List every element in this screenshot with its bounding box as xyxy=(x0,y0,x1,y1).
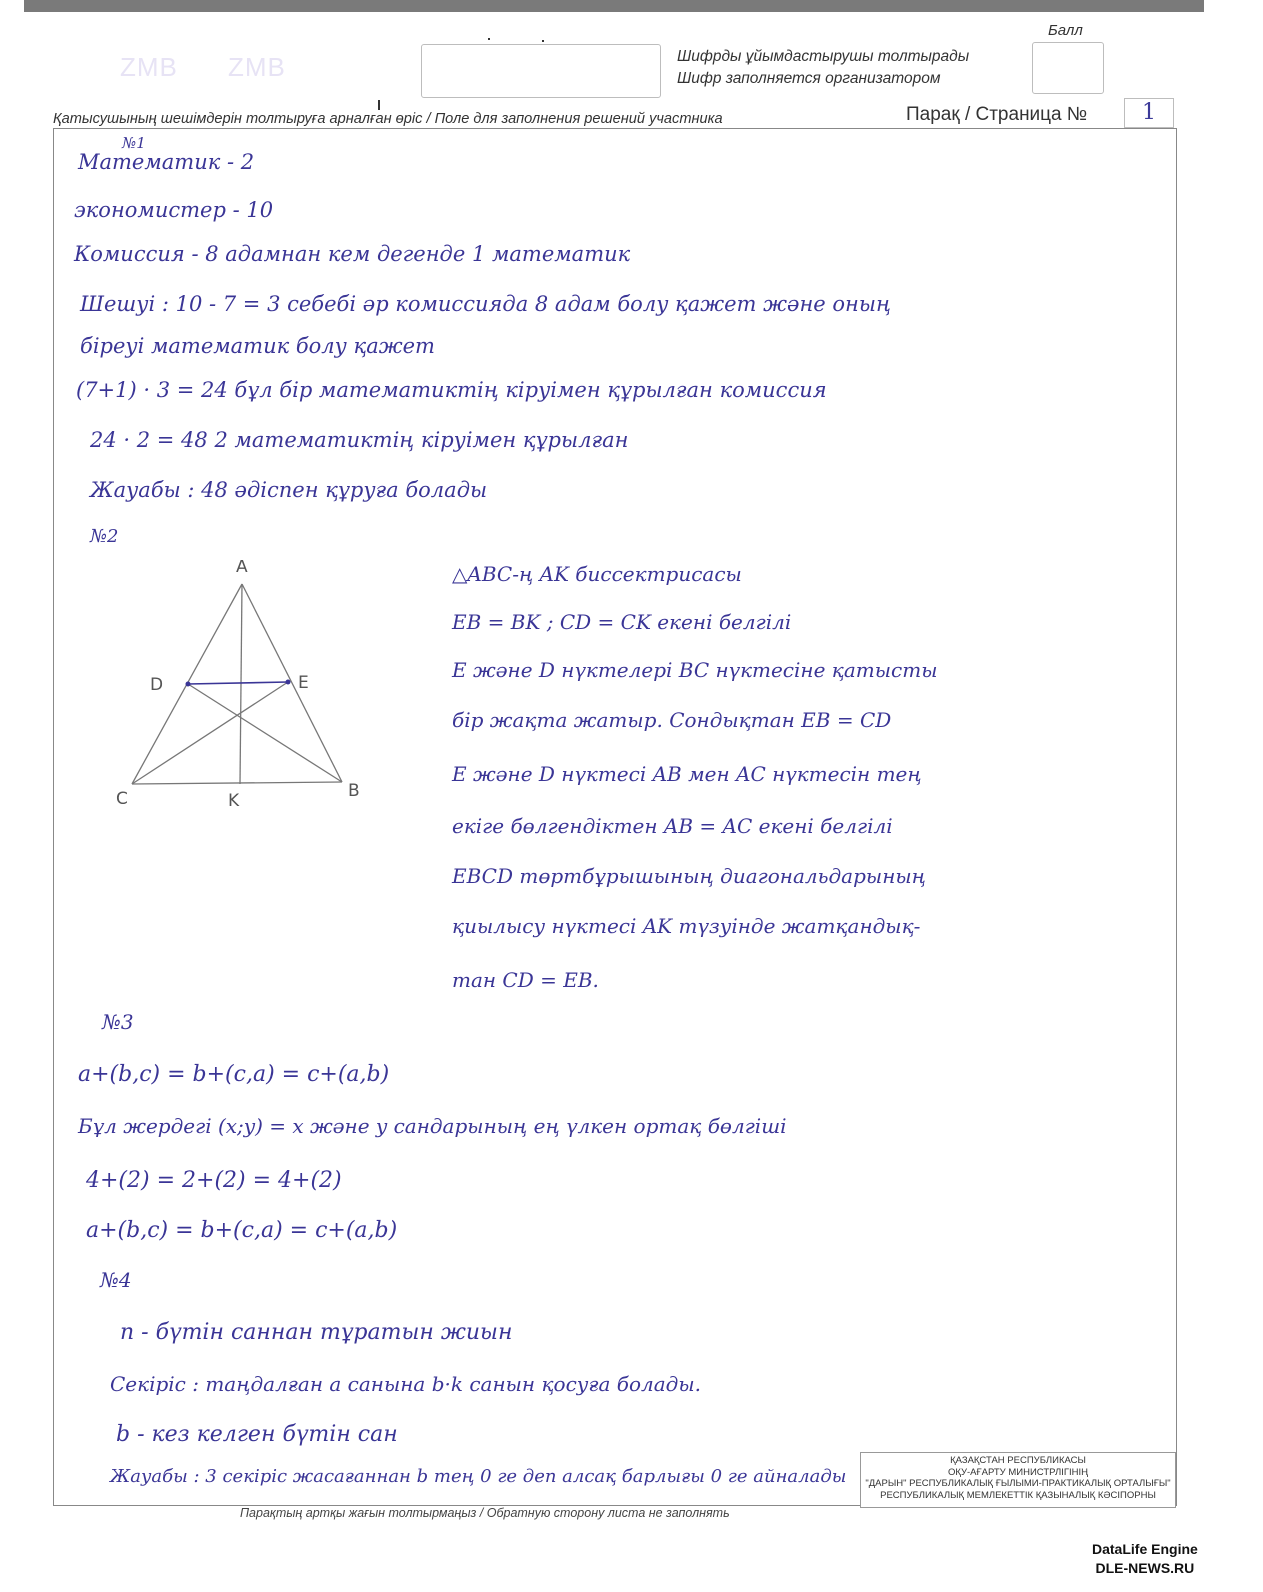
label-a: A xyxy=(236,560,248,577)
p3-line: a+(b,c) = b+(c,a) = c+(a,b) xyxy=(78,1062,390,1087)
cipher-note xyxy=(677,46,969,90)
scan-speck xyxy=(378,100,380,110)
side-cb xyxy=(132,782,342,784)
scan-speck xyxy=(542,40,544,42)
p2-line: екіге бөлгендіктен AB = AC екені белгілі xyxy=(452,814,893,838)
site-watermark xyxy=(1092,1540,1198,1578)
zmb-watermark: ZMB xyxy=(228,52,286,82)
p2-line: E және D нүктелері BC нүктесіне қатысты xyxy=(452,658,938,682)
org-line: РЕСПУБЛИКАЛЫҚ МЕМЛЕКЕТТІК ҚАЗЫНАЛЫҚ КӘСІПОРНЫ xyxy=(880,1489,1156,1501)
page-label: Парақ / Страница № xyxy=(906,104,1088,125)
triangle-figure xyxy=(110,560,380,810)
zmb-watermark: ZMB xyxy=(120,52,178,82)
score-label: Балл xyxy=(1048,22,1083,39)
p3-line: a+(b,c) = b+(c,a) = c+(a,b) xyxy=(86,1218,398,1243)
backside-note: Парақтың артқы жағын толтырмаңыз / Обратную сторону листа не заполнять xyxy=(240,1506,730,1520)
point-e xyxy=(286,680,291,685)
p1-line: (7+1) · 3 = 24 бұл бір математиктің кіруімен құрылған комиссия xyxy=(76,378,827,402)
problem-3-mark: №3 xyxy=(102,1010,134,1034)
score-box xyxy=(1032,42,1104,94)
solution-field-label: Қатысушының шешімдерін толтыруға арналған өріс / Поле для заполнения решений участника xyxy=(53,111,723,127)
p4-line: n - бүтін саннан тұратын жиын xyxy=(120,1320,513,1345)
p1-line: 24 · 2 = 48 2 математиктің кіруімен құрылған xyxy=(90,428,629,452)
p2-line: EBCD төртбұрышының диагональдарының xyxy=(452,864,926,888)
p2-line: қиылысу нүктесі AK түзуінде жатқандық- xyxy=(452,914,921,938)
org-line: "ДАРЫН" РЕСПУБЛИКАЛЫҚ ҒЫЛЫМИ-ПРАКТИКАЛЫҚ ОРТАЛЫҒЫ" xyxy=(865,1478,1171,1489)
bisector-ak xyxy=(240,584,242,784)
scan-speck xyxy=(488,38,490,40)
label-k: K xyxy=(228,791,240,810)
watermark-line: DLE-NEWS.RU xyxy=(1095,1560,1195,1576)
problem-4-mark: №4 xyxy=(100,1268,132,1292)
p1-line: экономистер - 10 xyxy=(74,198,274,222)
label-d: D xyxy=(150,675,164,695)
segment-de xyxy=(188,682,288,684)
watermark-line: DataLife Engine xyxy=(1092,1541,1198,1557)
org-line: ОҚУ-АҒАРТУ МИНИСТРЛІГІНІҢ xyxy=(948,1466,1088,1478)
label-b: B xyxy=(348,781,360,801)
p4-line: Секіріс : таңдалған a санына b·k санын қосуға болады. xyxy=(110,1372,701,1396)
p1-line: Комиссия - 8 адамнан кем дегенде 1 математик xyxy=(74,242,631,266)
org-line: ҚАЗАҚСТАН РЕСПУБЛИКАСЫ xyxy=(950,1455,1086,1466)
p4-answer: Жауабы : 3 секіріс жасағаннан b тең 0 ге деп алсақ барлығы 0 ге айналады xyxy=(110,1466,847,1487)
p3-line: 4+(2) = 2+(2) = 4+(2) xyxy=(86,1168,342,1193)
p3-line: Бұл жердегі (x;y) = x және y сандарының ең үлкен ортақ бөлгіші xyxy=(78,1114,787,1138)
page-number: 1 xyxy=(1124,98,1174,128)
problem-1-mark: №1 xyxy=(122,134,146,152)
p2-line: тан CD = EB. xyxy=(452,968,599,992)
label-e: E xyxy=(298,673,309,693)
p2-line: △ABC-ң AK биссектрисасы xyxy=(452,562,742,586)
scan-top-bar xyxy=(24,0,1204,12)
problem-2-mark: №2 xyxy=(90,526,119,547)
organization-stamp xyxy=(860,1452,1176,1508)
p4-line: b - кез келген бүтін сан xyxy=(116,1422,398,1447)
p2-line: E және D нүктесі AB мен AC нүктесін тең xyxy=(452,762,922,786)
cipher-line-kz: Шифрды ұйымдастырушы толтырады xyxy=(677,48,970,65)
p1-line: Математик - 2 xyxy=(78,150,255,174)
label-c: C xyxy=(116,789,128,809)
point-d xyxy=(186,682,191,687)
cipher-line-ru: Шифр заполняется организатором xyxy=(677,70,941,87)
p1-line: біреуі математик болу қажет xyxy=(80,334,435,358)
p2-line: EB = BK ; CD = CK екені белгілі xyxy=(452,610,792,634)
cipher-box xyxy=(421,44,661,98)
p1-line: Шешуі : 10 - 7 = 3 себебі әр комиссияда 8 адам болу қажет және оның xyxy=(80,292,891,316)
p2-line: бір жақта жатыр. Сондықтан EB = CD xyxy=(452,708,892,732)
p1-answer: Жауабы : 48 әдіспен құруға болады xyxy=(90,478,488,502)
